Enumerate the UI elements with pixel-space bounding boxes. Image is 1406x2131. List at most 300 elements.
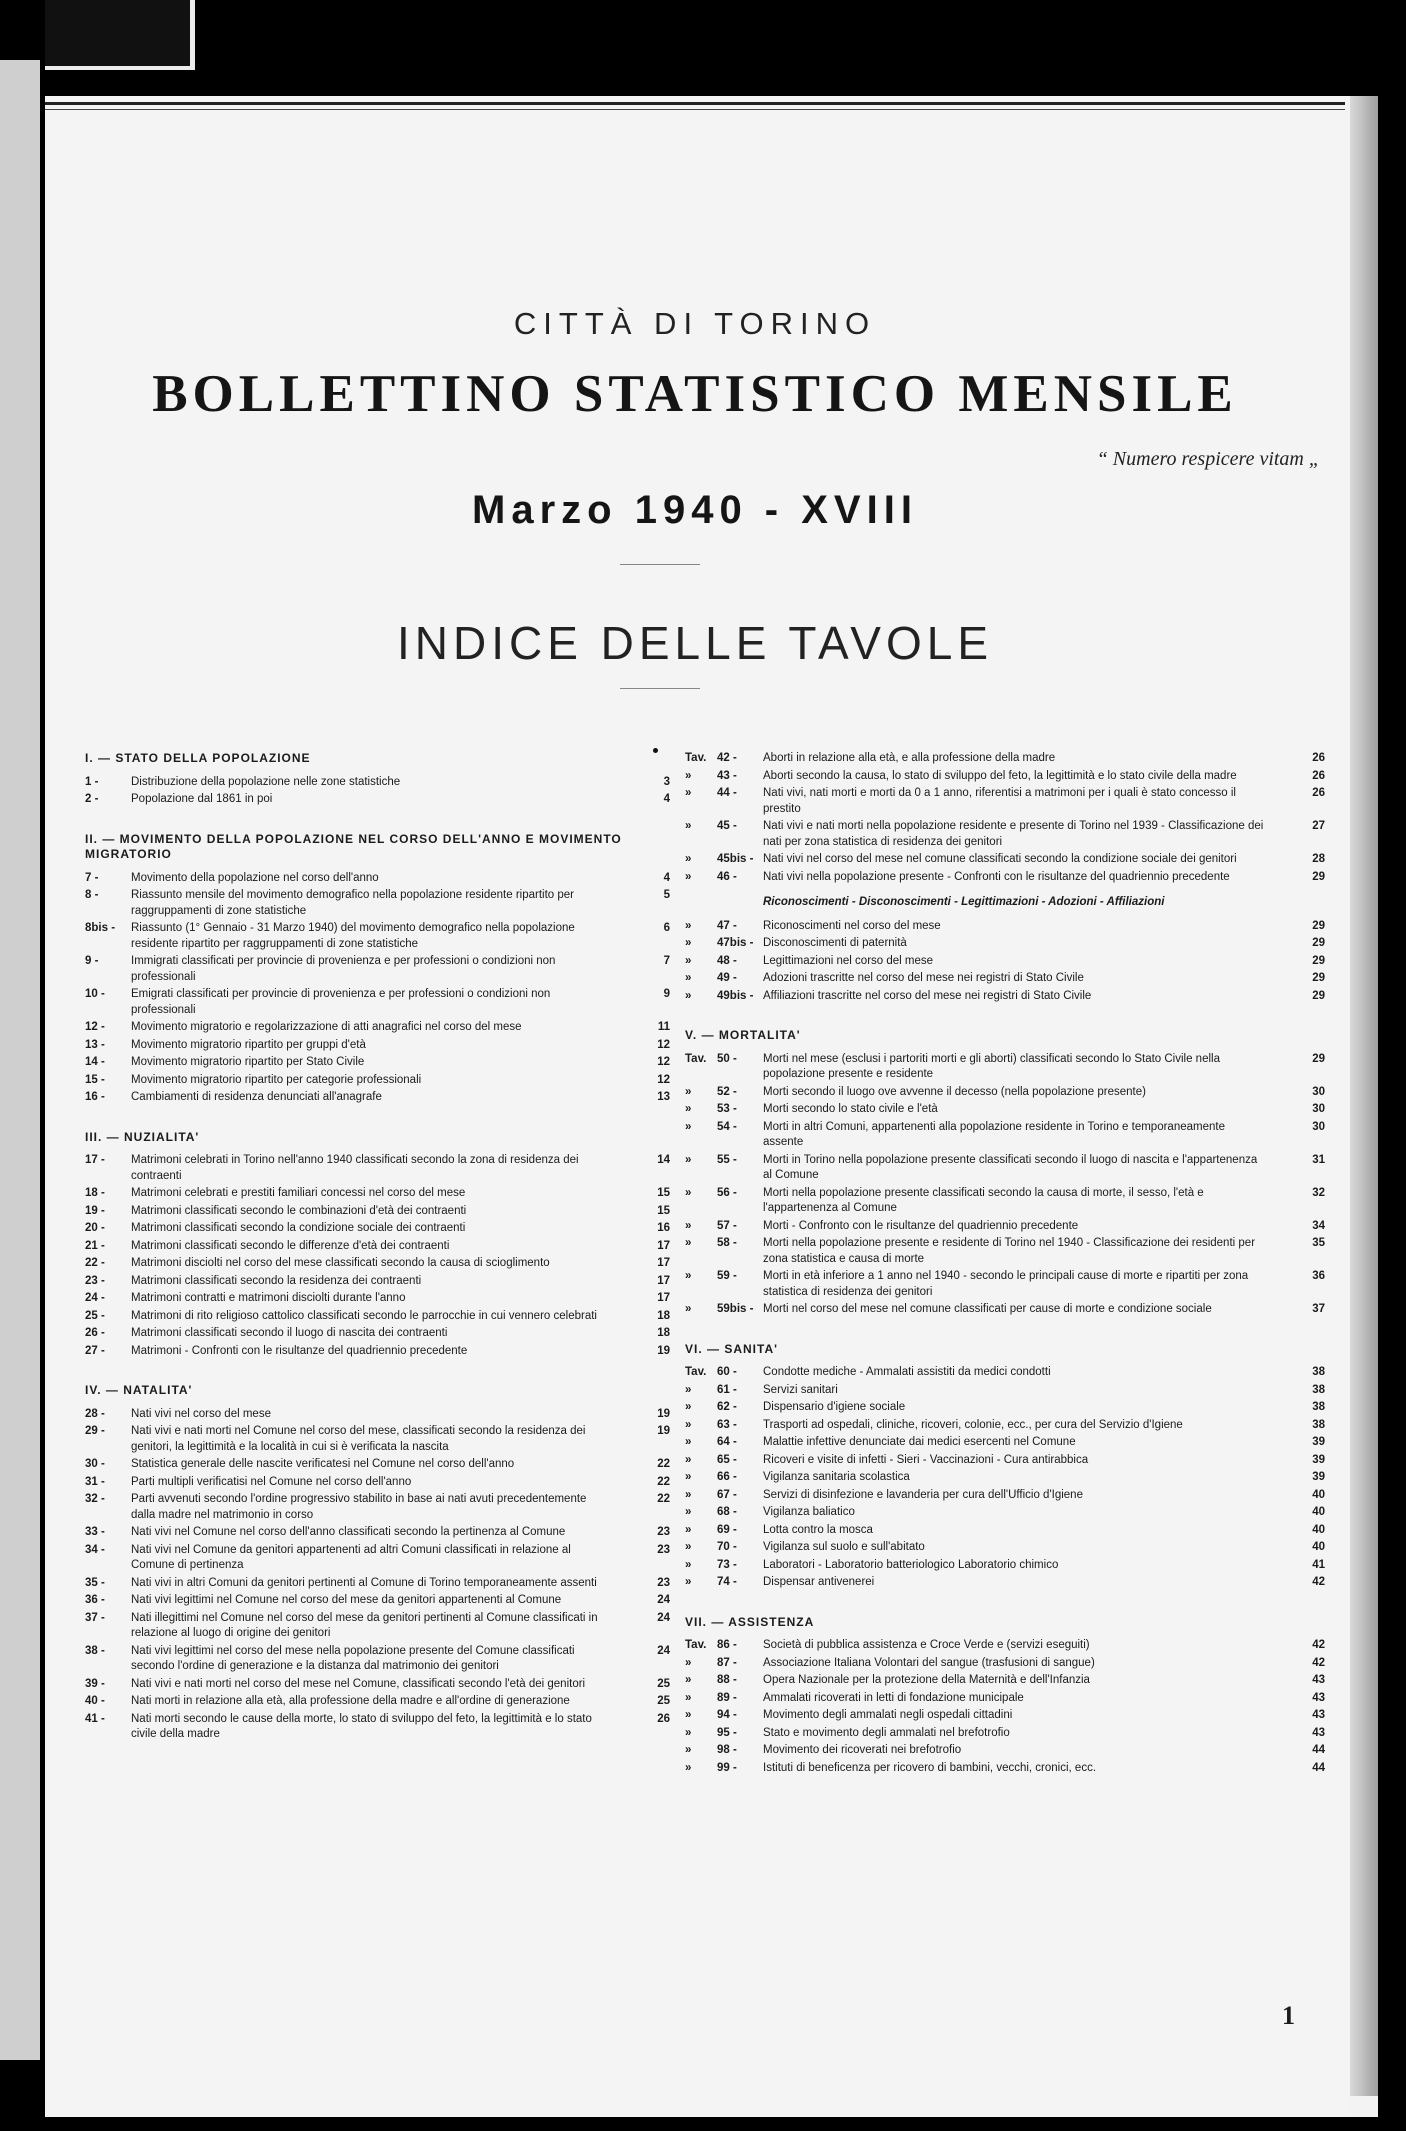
index-title: INDICE DELLE TAVOLE [396, 617, 994, 669]
table-number: 37 - [85, 1611, 105, 1624]
index-row [85, 1073, 670, 1089]
index-row [85, 1525, 670, 1541]
table-number: 35 - [85, 1576, 105, 1589]
index-row [685, 1236, 1325, 1267]
table-number: 47 - [717, 919, 737, 932]
page-ref: 17 [657, 1239, 670, 1252]
page-ref: 25 [657, 1677, 670, 1690]
table-title: Ricoveri e visite di infetti - Sieri - Vaccinazioni - Cura antirabbica [763, 1453, 1089, 1466]
row-tav: Tav. [685, 1639, 707, 1651]
page-ref: 17 [657, 1257, 670, 1269]
index-row [85, 1694, 670, 1710]
scan-border-left [0, 0, 45, 2131]
page-ref: 19 [657, 1344, 670, 1357]
table-number: 29 - [85, 1425, 105, 1437]
page-ref: 23 [657, 1526, 670, 1538]
table-title: Morti in altri Comuni, appartenenti alla popolazione residente in Torino e temporaneamente assente [763, 1120, 1225, 1148]
index-row [685, 1435, 1325, 1451]
index-row [685, 769, 1325, 785]
section-heading: III. — NUZIALITA' [85, 1129, 200, 1144]
table-title: Emigrati classificati per provincie di provenienza e per professioni o condizioni non professionali [131, 988, 551, 1016]
index-row [85, 1038, 670, 1054]
row-tav: » [685, 1303, 692, 1315]
table-title: Matrimoni celebrati in Torino nell'anno 1940 classificati secondo la zona di residenza dei contraenti [131, 1154, 579, 1182]
table-title: Stato e movimento degli ammalati nel brefotrofio [763, 1726, 1010, 1739]
index-row [85, 1492, 670, 1523]
table-title: Vigilanza baliatico [763, 1506, 855, 1518]
index-row [685, 1575, 1325, 1591]
page-ref: 11 [657, 1021, 670, 1033]
index-row [685, 1656, 1325, 1672]
table-number: 2 - [85, 793, 99, 805]
section-heading: I. — STATO DELLA POPOLAZIONE [85, 751, 311, 765]
index-row [85, 987, 670, 1018]
index-row [685, 1488, 1325, 1504]
index-row [85, 792, 670, 808]
table-number: 69 - [717, 1523, 737, 1536]
page-ref: 4 [663, 871, 670, 884]
divider [620, 564, 700, 565]
table-number: 59bis - [717, 1303, 754, 1315]
table-number: 49bis - [717, 989, 754, 1002]
table-title: Matrimoni contratti e matrimoni disciolti durante l'anno [131, 1292, 406, 1304]
index-row [685, 1186, 1325, 1217]
table-title: Morti nella popolazione presente classificati secondo la causa di morte, il sesso, l'età e l'appartenenza al Comune [763, 1186, 1204, 1214]
row-tav: » [685, 1558, 692, 1571]
table-number: 45 - [717, 820, 737, 832]
index-row [685, 1558, 1325, 1574]
table-title: Riassunto mensile del movimento demografico nella popolazione residente ripartito per raggruppamenti di zone statistiche [131, 889, 574, 917]
page-ref: 38 [1312, 1418, 1325, 1431]
page-ref: 29 [1312, 954, 1325, 967]
index-row [685, 1153, 1325, 1184]
section-heading: II. — MOVIMENTO DELLA POPOLAZIONE NEL CORSO DELL'ANNO E MOVIMENTO MIGRATORIO [85, 831, 622, 861]
index-row [685, 1691, 1325, 1707]
row-tav: » [685, 1674, 692, 1686]
table-title: Servizi sanitari [763, 1383, 838, 1396]
page-ref: 25 [657, 1695, 670, 1707]
table-number: 50 - [717, 1052, 737, 1065]
page-ref: 32 [1312, 1186, 1325, 1199]
page-ref: 12 [657, 1056, 670, 1068]
index-row [685, 1400, 1325, 1416]
row-tav: » [685, 853, 692, 865]
page-ref: 30 [1312, 1103, 1325, 1115]
table-number: 8 - [85, 889, 99, 901]
section-heading: V. — MORTALITA' [685, 1028, 801, 1042]
table-title: Parti multipli verificatisi nel Comune nel corso dell'anno [131, 1475, 412, 1488]
page-ref: 31 [1312, 1153, 1325, 1166]
table-number: 19 - [85, 1204, 105, 1217]
index-row [85, 1344, 670, 1360]
table-title: Movimento migratorio ripartito per categorie professionali [131, 1073, 422, 1086]
table-number: 28 - [85, 1407, 105, 1420]
table-number: 68 - [717, 1506, 737, 1518]
index-row [85, 1677, 670, 1693]
table-title: Istituti di beneficenza per ricovero di bambini, vecchi, cronici, ecc. [763, 1761, 1097, 1774]
page-ref: 39 [1312, 1453, 1325, 1466]
page-ref: 29 [1312, 919, 1325, 932]
table-title: Matrimoni classificati secondo le combinazioni d'età dei contraenti [131, 1204, 467, 1217]
table-number: 60 - [717, 1366, 737, 1378]
page-ref: 29 [1312, 1052, 1325, 1065]
table-title: Riassunto (1° Gennaio - 31 Marzo 1940) del movimento demografico nella popolazione residente ripartito per raggruppamenti di zone statistiche [131, 922, 575, 950]
table-title: Morti in età inferiore a 1 anno nel 1940 - secondo le principali cause di morte e ripartiti per zona statistica di residenza dei genitori [763, 1270, 1249, 1298]
page-ref: 43 [1312, 1726, 1325, 1739]
table-number: 36 - [85, 1594, 105, 1606]
index-row [85, 1291, 670, 1307]
table-title: Associazione Italiana Volontari del sangue (trasfusioni di sangue) [763, 1656, 1095, 1669]
section-heading: VII. — ASSISTENZA [685, 1614, 815, 1629]
index-row [85, 1055, 670, 1071]
table-title: Matrimoni - Confronti con le risultanze del quadriennio precedente [131, 1344, 468, 1357]
table-title: Movimento migratorio e regolarizzazione di atti anagrafici nel corso del mese [131, 1021, 522, 1033]
index-row [685, 1743, 1325, 1759]
page-ref: 6 [663, 922, 670, 934]
page-ref: 28 [1312, 853, 1325, 865]
index-row [85, 1020, 670, 1036]
index-row [685, 751, 1325, 767]
table-number: 40 - [85, 1695, 105, 1707]
table-number: 22 - [85, 1257, 105, 1269]
table-number: 74 - [717, 1576, 737, 1588]
table-number: 46 - [717, 870, 737, 883]
index-row [685, 919, 1325, 935]
page-ref: 19 [657, 1425, 670, 1437]
table-title: Matrimoni di rito religioso cattolico classificati secondo le parrocchie in cui vennero celebrati [131, 1309, 597, 1322]
index-row [85, 1274, 670, 1290]
table-title: Dispensario d'igiene sociale [763, 1401, 906, 1413]
page-ref: 12 [657, 1038, 670, 1051]
table-number: 66 - [717, 1471, 737, 1483]
table-title: Ammalati ricoverati in letti di fondazione municipale [763, 1691, 1024, 1704]
page-ref: 7 [663, 955, 670, 967]
row-tav: » [685, 919, 692, 932]
table-title: Nati vivi, nati morti e morti da 0 a 1 anno, riferentisi a matrimoni per i quali è stato concesso il prestito [763, 787, 1236, 815]
index-row [85, 1543, 670, 1574]
table-number: 12 - [85, 1021, 105, 1033]
table-title: Adozioni trascritte nel corso del mese nei registri di Stato Civile [763, 972, 1084, 984]
page-ref: 36 [1312, 1270, 1325, 1282]
table-title: Affiliazioni trascritte nel corso del mese nei registri di Stato Civile [763, 989, 1092, 1002]
index-row [685, 1418, 1325, 1434]
table-title: Dispensar antivenerei [763, 1576, 875, 1588]
page-ref: 43 [1312, 1709, 1325, 1721]
index-row [85, 1309, 670, 1325]
page-ref: 19 [657, 1407, 670, 1420]
index-row [85, 1475, 670, 1491]
row-tav: » [685, 820, 692, 832]
table-title: Trasporti ad ospedali, cliniche, ricoveri, colonie, ecc., per cura del Servizio d'Igiene [763, 1418, 1183, 1431]
index-row [685, 1052, 1325, 1083]
page-ref: 17 [657, 1274, 670, 1287]
table-number: 26 - [85, 1327, 105, 1339]
table-number: 14 - [85, 1056, 105, 1068]
index-row [85, 1712, 670, 1743]
scan-border-bottom [0, 2117, 1406, 2131]
table-title: Morti - Confronto con le risultanze del quadriennio precedente [763, 1219, 1079, 1232]
table-title: Vigilanza sanitaria scolastica [763, 1471, 910, 1483]
table-title: Distribuzione della popolazione nelle zone statistiche [131, 775, 401, 788]
table-number: 70 - [717, 1541, 737, 1553]
index-row [85, 1090, 670, 1106]
table-number: 9 - [85, 955, 99, 967]
index-row [85, 1593, 670, 1609]
table-title: Parti avvenuti secondo l'ordine progressivo stabilito in base ai nati avuti precedentemente dalla madre nel matrimonio in corso [131, 1493, 587, 1521]
table-number: 42 - [717, 752, 737, 764]
table-number: 38 - [85, 1644, 105, 1657]
table-title: Movimento della popolazione nel corso dell'anno [131, 871, 379, 884]
table-number: 15 - [85, 1073, 105, 1086]
page-ref: 34 [1312, 1219, 1325, 1232]
row-tav: » [685, 1153, 692, 1166]
index-row [685, 786, 1325, 817]
page-ref: 44 [1312, 1744, 1325, 1756]
index-row [685, 1302, 1325, 1318]
row-tav: Tav. [685, 1052, 707, 1065]
index-row [85, 871, 670, 887]
table-number: 49 - [717, 972, 737, 984]
row-tav: » [685, 1103, 692, 1115]
table-title: Matrimoni classificati secondo il luogo di nascita dei contraenti [131, 1327, 448, 1339]
page-ref: 9 [663, 988, 670, 1000]
table-title: Nati vivi nel Comune da genitori appartenenti ad altri Comuni classificati in relazione al Comune di pertinenza [131, 1543, 571, 1571]
table-number: 20 - [85, 1222, 105, 1234]
row-tav: » [685, 1709, 692, 1721]
index-column-left [85, 751, 670, 1745]
page-ref: 42 [1312, 1656, 1325, 1669]
page-ref: 29 [1312, 972, 1325, 984]
index-row [85, 1239, 670, 1255]
page-ref: 42 [1312, 1639, 1325, 1651]
index-row [685, 1505, 1325, 1521]
table-number: 41 - [85, 1712, 105, 1725]
scan-border-top [0, 0, 1406, 96]
row-tav: » [685, 1237, 692, 1249]
page-ref: 38 [1312, 1383, 1325, 1396]
page-ref: 29 [1312, 989, 1325, 1002]
index-row [685, 1761, 1325, 1777]
page-ref: 18 [657, 1309, 670, 1322]
row-tav: » [685, 787, 692, 799]
row-tav: » [685, 1401, 692, 1413]
table-number: 57 - [717, 1219, 737, 1232]
table-number: 21 - [85, 1239, 105, 1252]
table-number: 39 - [85, 1677, 105, 1690]
header-rule-thin [45, 109, 1345, 110]
page-ref: 3 [663, 775, 670, 788]
table-title: Malattie infettive denunciate dai medici esercenti nel Comune [763, 1436, 1076, 1448]
row-tav: » [685, 954, 692, 967]
table-title: Nati morti in relazione alla età, alla professione della madre e all'ordine di generazione [131, 1695, 570, 1707]
table-number: 53 - [717, 1103, 737, 1115]
table-title: Morti in Torino nella popolazione presente classificati secondo il luogo di nascita e l'appartenenza al Comune [763, 1153, 1258, 1181]
page-ref: 15 [657, 1204, 670, 1217]
table-title: Nati vivi nel corso del mese nel comune classificati secondo la condizione sociale dei genitori [763, 853, 1237, 865]
index-row [85, 1186, 670, 1202]
page-ref: 35 [1312, 1237, 1325, 1249]
city-name: CITTÀ DI TORINO [513, 306, 877, 341]
table-number: 23 - [85, 1274, 105, 1287]
row-tav: » [685, 1120, 692, 1133]
index-row [685, 1470, 1325, 1486]
table-number: 27 - [85, 1344, 105, 1357]
table-number: 63 - [717, 1418, 737, 1431]
page-ref: 26 [1312, 752, 1325, 764]
table-title: Nati vivi nel corso del mese [131, 1407, 271, 1420]
table-number: 16 - [85, 1091, 105, 1103]
index-row [85, 1204, 670, 1220]
table-title: Morti secondo il luogo ove avvenne il decesso (nella popolazione presente) [763, 1085, 1146, 1098]
row-tav: » [685, 1744, 692, 1756]
index-row [685, 1708, 1325, 1724]
row-tav: » [685, 1506, 692, 1518]
table-title: Nati vivi legittimi nel Comune nel corso del mese da genitori appartenenti al Comune [131, 1594, 562, 1606]
table-title: Nati morti secondo le cause della morte, lo stato di sviluppo del feto, la legittimità e lo stato civile della madre [131, 1712, 592, 1740]
table-title: Vigilanza sul suolo e sull'abitato [763, 1541, 925, 1553]
page-ref: 26 [1312, 787, 1325, 799]
row-tav: » [685, 972, 692, 984]
table-title: Nati vivi in altri Comuni da genitori pertinenti al Comune di Torino temporaneamente assenti [131, 1576, 597, 1589]
table-title: Nati vivi nella popolazione presente - Confronti con le risultanze del quadriennio precedente [763, 870, 1230, 883]
table-number: 44 - [717, 787, 737, 799]
table-title: Nati illegittimi nel Comune nel corso del mese da genitori pertinenti al Comune classificati in relazione al luogo di origine dei genitori [131, 1611, 598, 1639]
row-tav: » [685, 1541, 692, 1553]
table-number: 45bis - [717, 853, 754, 865]
page-ref: 26 [657, 1712, 670, 1725]
table-number: 47bis - [717, 937, 754, 949]
table-number: 87 - [717, 1656, 737, 1669]
table-title: Matrimoni classificati secondo le differenze d'età dei contraenti [131, 1239, 450, 1252]
index-row [685, 1726, 1325, 1742]
table-title: Nati vivi legittimi nel corso del mese nella popolazione presente del Comune classificati secondo l'ordine di generazione e la distanza dal matrimonio dei genitori [131, 1644, 575, 1672]
table-number: 33 - [85, 1526, 105, 1538]
table-title: Matrimoni classificati secondo la condizione sociale dei contraenti [131, 1222, 466, 1234]
table-number: 10 - [85, 988, 105, 1000]
row-tav: » [685, 1488, 692, 1501]
index-row [685, 1540, 1325, 1556]
section-heading: IV. — NATALITA' [85, 1383, 193, 1397]
index-row [85, 1576, 670, 1592]
row-tav: » [685, 1085, 692, 1098]
index-row [685, 1523, 1325, 1539]
table-number: 52 - [717, 1085, 737, 1098]
table-number: 18 - [85, 1187, 105, 1199]
table-title: Matrimoni disciolti nel corso del mese classificati secondo la causa di scioglimento [131, 1257, 550, 1269]
table-number: 98 - [717, 1744, 737, 1756]
table-title: Legittimazioni nel corso del mese [763, 954, 934, 967]
page-ref: 39 [1312, 1471, 1325, 1483]
table-title: Condotte mediche - Ammalati assistiti da medici condotti [763, 1366, 1051, 1378]
row-tav: » [685, 1656, 692, 1669]
table-number: 34 - [85, 1543, 105, 1556]
table-number: 59 - [717, 1270, 737, 1282]
page-ref: 38 [1312, 1366, 1325, 1378]
row-tav: » [685, 1691, 692, 1704]
index-row [685, 989, 1325, 1005]
table-title: Movimento migratorio ripartito per Stato Civile [131, 1056, 365, 1068]
table-title: Movimento dei ricoverati nei brefotrofio [763, 1744, 962, 1756]
row-tav: » [685, 1418, 692, 1431]
table-number: 61 - [717, 1383, 737, 1396]
table-title: Lotta contro la mosca [763, 1523, 873, 1536]
table-number: 56 - [717, 1186, 737, 1199]
row-tav: Tav. [685, 1366, 707, 1378]
header-rule [45, 102, 1345, 105]
row-tav: » [685, 1219, 692, 1232]
index-row [85, 1326, 670, 1342]
table-number: 88 - [717, 1674, 737, 1686]
row-tav: » [685, 1523, 692, 1536]
table-number: 43 - [717, 769, 737, 782]
page-ref: 40 [1312, 1506, 1325, 1518]
table-title: Riconoscimenti nel corso del mese [763, 919, 941, 932]
section-heading: VI. — SANITA' [685, 1341, 778, 1356]
page-ref: 42 [1312, 1576, 1325, 1588]
table-title: Morti nel mese (esclusi i partoriti morti e gli aborti) classificati secondo lo Stato Civile nella popolazione presente e residente [763, 1052, 1220, 1080]
index-column-right [685, 751, 1325, 1778]
page-ref: 18 [657, 1327, 670, 1339]
table-number: 62 - [717, 1401, 737, 1413]
index-row [685, 936, 1325, 952]
page-ref: 26 [1312, 769, 1325, 782]
index-row [685, 1638, 1325, 1654]
table-title: Matrimoni celebrati e prestiti familiari concessi nel corso del mese [131, 1187, 466, 1199]
page-ref: 24 [657, 1611, 670, 1624]
table-number: 8bis - [85, 922, 116, 934]
index-row [85, 921, 670, 952]
page-ref: 12 [657, 1073, 670, 1086]
row-tav: » [685, 870, 692, 883]
page-ref: 5 [663, 889, 670, 901]
table-number: 13 - [85, 1038, 105, 1051]
table-title: Nati vivi e nati morti nel Comune nel corso del mese, classificati secondo la residenza dei genitori, la legittimità e la località in cui si è verificata la nascita [131, 1425, 586, 1453]
row-tav: » [685, 1453, 692, 1466]
table-title: Opera Nazionale per la protezione della Maternità e dell'Infanzia [763, 1674, 1090, 1686]
table-number: 67 - [717, 1488, 737, 1501]
page-ref: 13 [657, 1091, 670, 1103]
page-ref: 24 [657, 1594, 670, 1606]
table-number: 89 - [717, 1691, 737, 1704]
table-title: Morti secondo lo stato civile e l'età [763, 1103, 938, 1115]
table-title: Matrimoni classificati secondo la residenza dei contraenti [131, 1274, 422, 1287]
table-title: Popolazione dal 1861 in poi [131, 793, 273, 805]
table-title: Statistica generale delle nascite verificatesi nel Comune nel corso dell'anno [131, 1458, 515, 1470]
table-title: Movimento migratorio ripartito per gruppi d'età [131, 1038, 366, 1051]
table-title: Società di pubblica assistenza e Croce Verde e (servizi eseguiti) [763, 1639, 1090, 1651]
table-title: Nati vivi e nati morti nella popolazione residente e presente di Torino nel 1939 - Classificazione dei nati per zona statistica di residenza dei genitori [763, 820, 1264, 848]
index-row [85, 1611, 670, 1642]
index-row [85, 1153, 670, 1184]
table-number: 95 - [717, 1726, 737, 1739]
page-ref: 38 [1312, 1401, 1325, 1413]
index-row [85, 1644, 670, 1675]
table-number: 1 - [85, 775, 99, 788]
index-row [685, 1673, 1325, 1689]
page-ref: 43 [1312, 1691, 1325, 1704]
index-row [685, 852, 1325, 868]
index-row [685, 1453, 1325, 1469]
page-ref: 24 [657, 1644, 670, 1657]
row-tav: » [685, 1726, 692, 1739]
table-number: 24 - [85, 1292, 105, 1304]
table-number: 54 - [717, 1120, 737, 1133]
page-ref: 40 [1312, 1488, 1325, 1501]
index-row [85, 954, 670, 985]
table-title: Immigrati classificati per provincie di provenienza e per professioni o condizioni non professionali [131, 955, 556, 983]
page-ref: 37 [1312, 1303, 1325, 1315]
motto: “ Numero respicere vitam „ [1096, 448, 1320, 470]
